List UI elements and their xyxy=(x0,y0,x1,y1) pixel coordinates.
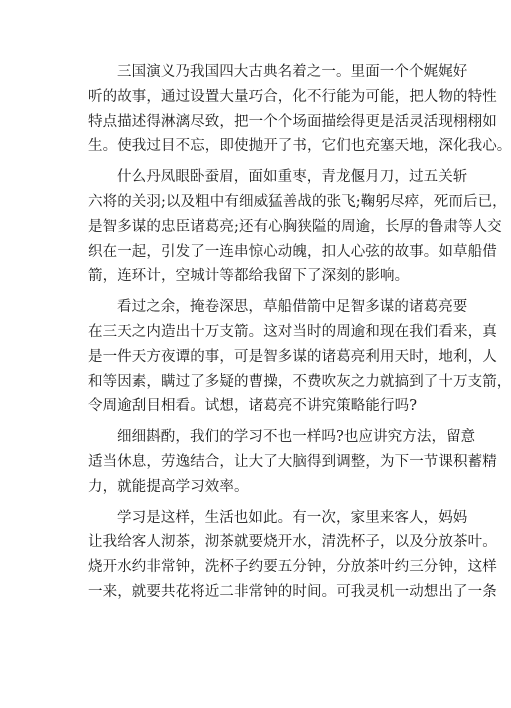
paragraph-line: 一来，就要共花将近二非常钟的时间。可我灵机一动想出了一条 xyxy=(88,583,497,600)
paragraph-line: 在三天之内造出十万支箭。这对当时的周逾和现在我们看来，真 xyxy=(88,323,497,340)
paragraph-line: 生。使我过目不忘，即使抛开了书，它们也充塞天地，深化我心。 xyxy=(88,138,511,155)
paragraph-1 xyxy=(88,60,511,159)
paragraph-line: 织在一起，引发了一连串惊心动魄，扣人心弦的故事。如草船借 xyxy=(88,243,497,260)
paragraph-4 xyxy=(88,425,497,499)
paragraph-5 xyxy=(88,506,497,605)
paragraph-3 xyxy=(88,295,511,419)
paragraph-line: 听的故事，通过设置大量巧合，化不行能为可能，把人物的特性 xyxy=(88,88,497,105)
paragraph-line: 令周逾刮目相看。试想，诸葛亮不讲究策略能行吗? xyxy=(88,398,418,415)
paragraph-line: 力，就能提高学习效率。 xyxy=(88,478,249,495)
paragraph-line: 细细斟酌，我们的学习不也一样吗?也应讲究方法，留意 xyxy=(117,429,476,446)
paragraph-line: 特点描述得淋漓尽致，把一个个场面描绘得更是活灵活现栩栩如 xyxy=(88,113,497,130)
paragraph-line: 是智多谋的忠臣诸葛亮;还有心胸狭隘的周逾，长厚的鲁肃等人交 xyxy=(88,218,502,235)
paragraph-line: 是一件天方夜谭的事，可是智多谋的诸葛亮利用天时，地利，人 xyxy=(88,348,497,365)
paragraph-line: 看过之余，掩卷深思，草船借箭中足智多谋的诸葛亮要 xyxy=(117,299,468,316)
paragraph-2 xyxy=(88,165,507,289)
paragraph-line: 六将的关羽;以及粗中有细威猛善战的张飞;鞠躬尽瘁，死而后已， xyxy=(88,193,507,210)
paragraph-line: 烧开水约非常钟，洗杯子约要五分钟，分放茶叶约三分钟，这样 xyxy=(88,559,497,576)
paragraph-line: 什么丹凤眼卧蚕眉，面如重枣，青龙偃月刀，过五关斩 xyxy=(117,169,468,186)
document-body xyxy=(88,60,511,611)
paragraph-line: 适当休息，劳逸结合，让大了大脑得到调整，为下一节课积蓄精 xyxy=(88,453,497,470)
paragraph-line: 和等因素，瞒过了多疑的曹操，不费吹灰之力就搞到了十万支箭， xyxy=(88,373,511,390)
paragraph-line: 让我给客人沏茶，沏茶就要烧开水，清洗杯子，以及分放茶叶。 xyxy=(88,534,497,551)
paragraph-line: 学习是这样，生活也如此。有一次，家里来客人，妈妈 xyxy=(117,509,468,526)
paragraph-line: 三国演义乃我国四大古典名着之一。里面一个个娓娓好 xyxy=(117,64,468,80)
paragraph-line: 箭，连环计，空城计等都给我留下了深刻的影响。 xyxy=(88,268,410,285)
